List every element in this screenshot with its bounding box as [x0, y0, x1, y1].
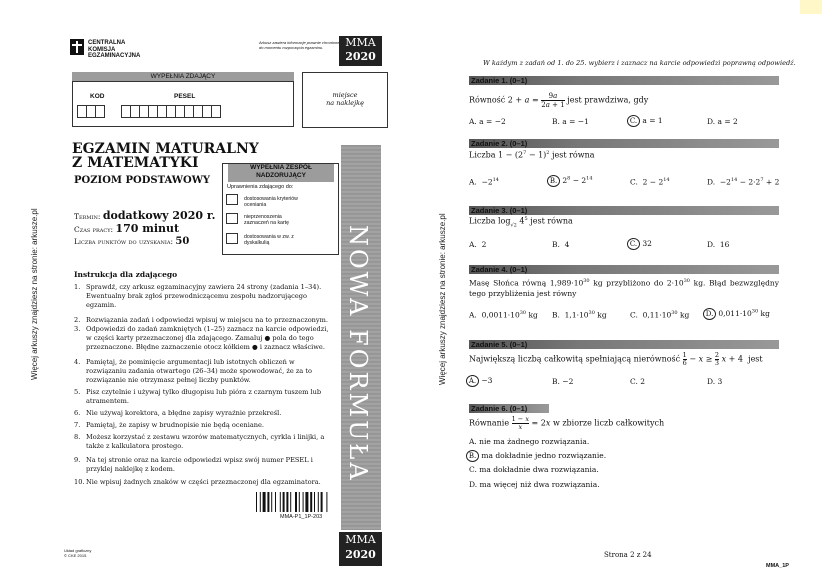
team-header [228, 164, 334, 182]
pesel-cells[interactable] [121, 103, 220, 122]
answer-option[interactable]: A. $-2^{14}$ [469, 177, 499, 187]
instruction-number: 4. [74, 358, 81, 366]
barcode-icon [256, 492, 338, 512]
task-title: Zadanie 3. (0–1) [471, 206, 528, 215]
answer-option-selected[interactable] [627, 238, 652, 250]
team-option: dostosowania w zw. z dyskalkulią [244, 234, 294, 246]
answer-option-selected[interactable] [627, 115, 663, 127]
sticker-place-label: miejsce na naklejkę [326, 91, 364, 107]
answer-option[interactable]: C. 2 [630, 377, 646, 386]
instruction-item [74, 388, 336, 406]
instruction-number: 7. [74, 421, 81, 429]
option-checkbox[interactable] [226, 194, 238, 205]
header-instruction: W każdym z zadań od 1. do 25. wybierz i zaznacz na karcie odpowiedzi poprawną odpowiedź. [483, 59, 796, 67]
pesel-label: PESEL [174, 93, 196, 100]
fill-examinee-bar [72, 72, 294, 81]
punkty-label: Liczba punktów do uzyskania: [74, 237, 174, 246]
selected-circle-icon: A. [466, 375, 479, 387]
termin-label: Termin: [74, 212, 101, 221]
answer-option[interactable]: B. 4 [552, 240, 570, 249]
option-checkbox[interactable] [226, 233, 238, 244]
task-title: Zadanie 5. (0–1) [471, 340, 528, 349]
answer-text: 32 [642, 239, 652, 248]
punkty-value: 50 [175, 236, 190, 247]
level-label: POZIOM PODSTAWOWY [74, 175, 211, 186]
instruction-item [74, 456, 336, 474]
fill-examinee-label: WYPEŁNIA ZDAJĄCY [150, 73, 216, 80]
selected-circle-icon: C. [627, 115, 640, 127]
option-checkbox[interactable] [226, 213, 238, 224]
cke-logo-icon [70, 39, 84, 55]
answer-option[interactable]: A. $0,0011\cdot 10^{30}$ kg [469, 310, 538, 320]
barcode-code: MMA-P1_1P-203 [280, 514, 323, 520]
instruction-number: 8. [74, 433, 81, 441]
cke-logo-text [88, 40, 140, 60]
instruction-number: 9. [74, 456, 81, 464]
task-question: Równość 2 + a = $\frac{9a}{2a + 1}$ jest prawdziwa, gdy [469, 92, 649, 109]
instruction-text: Sprawdź, czy arkusz egzaminacyjny zawiera 24 strony (zadania 1–34). Ewentualny brak zgłoś przewodniczącemu zespołu nadzorującego egzamin. [86, 283, 322, 309]
termin-value: dodatkowy 2020 r. [102, 209, 216, 222]
cke-logo [70, 39, 84, 59]
selected-circle-icon: C. [627, 238, 640, 250]
task-question: Liczba $\log_{√2} 4^5$ jest równa [469, 216, 573, 229]
answer-option[interactable]: D. $-2^{14} - 2\cdot 2^7 + 2$ [707, 177, 780, 187]
exam-info [74, 210, 215, 248]
kod-label: KOD [90, 93, 105, 100]
footer-left: Układ graficzny © CKE 2015 [64, 548, 92, 558]
mma-code: MMA [345, 36, 376, 49]
title-line-2: Z MATEMATYKI [72, 155, 199, 171]
selected-circle-icon: D. [703, 308, 716, 320]
answer-option-selected[interactable] [466, 450, 606, 462]
answer-option[interactable]: D. a = 2 [707, 117, 738, 126]
instruction-text: Możesz korzystać z zestawu wzorów matematycznych, cyrkla i linijki, a także z kalkulatora prostego. [86, 433, 325, 450]
instruction-number: 5. [74, 388, 81, 396]
answer-option[interactable]: D. ma więcej niż dwa rozwiązania. [469, 480, 600, 489]
instruction-item [74, 421, 336, 430]
selected-circle-icon: B. [547, 175, 560, 187]
answer-option[interactable]: D. 3 [707, 377, 723, 386]
answer-option-selected[interactable]: B. $2^8 - 2^{14}$ [547, 175, 593, 187]
answer-option[interactable]: D. 16 [707, 240, 730, 249]
instruction-item [74, 316, 336, 325]
team-option: dostosowania kryteriów oceniania [244, 196, 298, 208]
czas-value: 170 minut [115, 222, 180, 235]
instruction-item [74, 478, 336, 487]
task-title: Zadanie 6. (0–1) [471, 404, 528, 413]
answer-option[interactable]: B. a = −1 [552, 117, 589, 126]
instruction-item [74, 409, 336, 418]
right-side-watermark: Więcej arkuszy znajdziesz na stronie: arkusze.pl [438, 213, 447, 385]
instruction-number: 3. [74, 325, 81, 333]
selected-circle-icon: B. [466, 450, 479, 462]
mma-year: 2020 [345, 50, 376, 63]
instruction-text: Nie wpisuj żadnych znaków w części przeznaczonej dla egzaminatora. [86, 478, 321, 486]
instruction-text: Na tej stronie oraz na karcie odpowiedzi wpisz swój numer PESEL i przyklej naklejkę z kodem. [86, 456, 313, 473]
new-formula-text: NOWA FORMUŁA [344, 225, 372, 483]
answer-option[interactable]: C. $0,11\cdot 10^{30}$ kg [630, 310, 690, 320]
mma-badge-top [339, 36, 382, 66]
answer-option[interactable]: B. −2 [552, 377, 574, 386]
instruction-item [74, 358, 336, 384]
answer-option[interactable]: A. 2 [469, 240, 487, 249]
instruction-number: 2. [74, 316, 81, 324]
answer-option[interactable]: A. a = −2 [469, 117, 506, 126]
answer-option[interactable]: A. nie ma żadnego rozwiązania. [469, 437, 590, 446]
yellow-mark [800, 0, 822, 14]
title-line-1: EGZAMIN MATURALNY [72, 141, 259, 157]
task-title: Zadanie 2. (0–1) [471, 139, 528, 148]
answer-text: a = 1 [642, 116, 663, 125]
answer-text: −3 [481, 376, 493, 385]
sticker-note: Arkusz zawiera informacje prawnie chronione do momentu rozpoczęcia egzaminu. [259, 40, 340, 50]
instruction-text: Pisz czytelnie i używaj tylko długopisu lub pióra z czarnym tuszem lub atramentem. [86, 388, 322, 405]
sticker-place [302, 72, 388, 128]
answer-option[interactable]: C. $2 - 2^{14}$ [630, 177, 670, 187]
footer-code: MMA_1P [766, 563, 789, 569]
answer-option-selected[interactable] [466, 375, 492, 387]
barcode [256, 492, 338, 516]
task-question: Największą liczbą całkowitą spełniającą nierówność $\frac{1}{6}$ − x ≥ $\frac{2}{3}$ x + 4 jest [469, 351, 763, 367]
instruction-number: 6. [74, 409, 81, 417]
instruction-text: Pamiętaj, że zapisy w brudnopisie nie będą oceniane. [86, 421, 265, 429]
instruction-number: 1. [74, 283, 81, 291]
team-sub: Uprawnienia zdającego do: [227, 184, 294, 190]
logo-line: CENTRALNA [88, 40, 126, 46]
kod-cells[interactable] [77, 103, 104, 122]
answer-option-selected[interactable]: D. $0,011\cdot 10^{30}$ kg [703, 308, 770, 320]
czas-label: Czas pracy: [74, 225, 114, 234]
instruction-item [74, 433, 336, 451]
instruction-text: Rozwiązania zadań i odpowiedzi wpisuj w miejscu na to przeznaczonym. [86, 316, 328, 324]
mma-year: 2020 [345, 548, 376, 561]
task-title: Zadanie 1. (0–1) [471, 76, 528, 85]
mma-code: MMA [345, 533, 376, 546]
mma-badge-bottom [339, 532, 382, 566]
task-question: Masę Słońca równą $1,989\cdot 10^{30}$ kg przybliżono do $2\cdot 10^{30}$ kg. Błąd bezwzględny tego przybliżenia jest równy [469, 278, 779, 298]
logo-line: EGZAMINACYJNA [88, 53, 141, 59]
instruction-text: Nie używaj korektora, a błędne zapisy wyraźnie przekreśl. [86, 409, 282, 417]
instruction-text: Odpowiedzi do zadań zamkniętych (1–25) zaznacz na karcie odpowiedzi, w części karty przeznaczonej dla zdającego. Zamaluj ● pola do tego przeznaczone. Błędne zaznaczenie otocz kółkiem ● i zaznacz właściwe. [86, 325, 329, 351]
task-question: Liczba $1 - (2^7 - 1)^2$ jest równa [469, 150, 595, 160]
instruction-text: Pamiętaj, że pominięcie argumentacji lub istotnych obliczeń w rozwiązaniu zadania otwartego (26–34) może spowodować, że za to rozwiązanie nie otrzymasz pełnej liczby punktów. [86, 358, 312, 384]
logo-line: KOMISJA [88, 46, 116, 53]
left-side-watermark: Więcej arkuszy znajdziesz na stronie: arkusze.pl [30, 208, 39, 380]
team-header-label: WYPEŁNIA ZESPÓŁ NADZORUJĄCY [250, 164, 312, 179]
answer-text: ma dokładnie jedno rozwiązanie. [481, 451, 607, 460]
task-title: Zadanie 4. (0–1) [471, 265, 528, 274]
team-option: nieprzenoszenia zaznaczeń na kartę [244, 214, 289, 226]
instruction-item [74, 283, 336, 309]
task-question: Równanie $\frac{1 - x}{x}$ = 2x w zbiorze liczb całkowitych [469, 415, 665, 431]
answer-option[interactable]: B. $1,1\cdot 10^{30}$ kg [552, 310, 607, 320]
instruction-item [74, 325, 336, 351]
instruction-number: 10. [74, 478, 85, 486]
page-number: Strona 2 z 24 [604, 551, 652, 559]
instructions-title: Instrukcja dla zdającego [74, 270, 178, 279]
answer-option[interactable]: C. ma dokładnie dwa rozwiązania. [469, 465, 599, 474]
